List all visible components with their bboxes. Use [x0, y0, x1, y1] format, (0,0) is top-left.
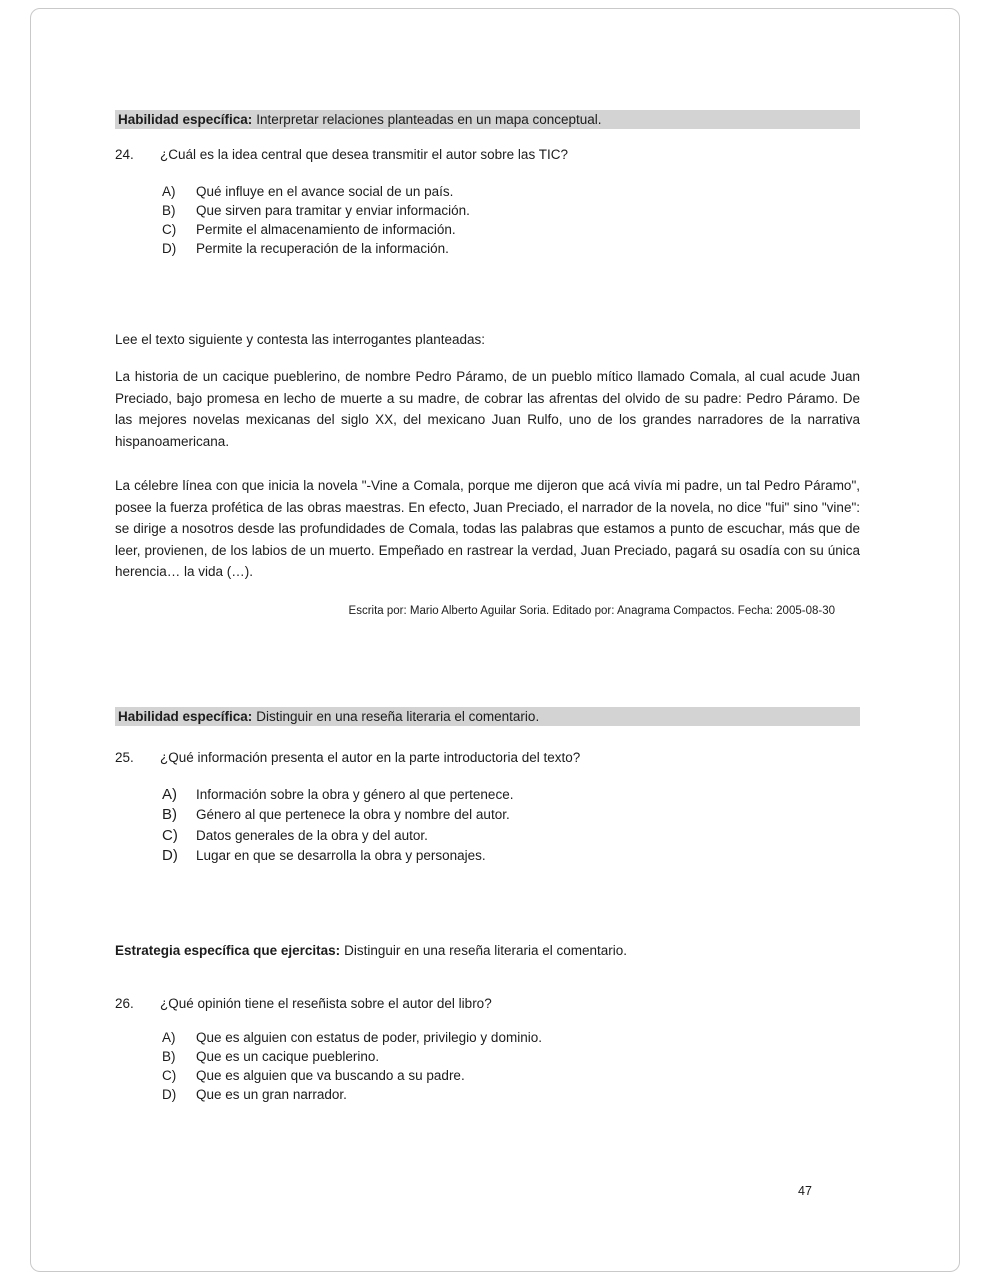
section-header-habilidad-1: [115, 110, 860, 129]
option-24-b: [162, 201, 860, 220]
option-24-b-text: Que sirven para tramitar y enviar información.: [196, 203, 470, 218]
option-26-c-text: Que es alguien que va buscando a su padre.: [196, 1067, 465, 1083]
option-24-d-letter: D): [162, 241, 177, 256]
option-25-a-text: Información sobre la obra y género al que pertenece.: [196, 786, 514, 802]
question-25-number: 25.: [115, 749, 134, 765]
question-25-stem: [115, 750, 860, 765]
question-25-options: [162, 785, 860, 867]
option-25-c-letter: C): [162, 826, 178, 844]
option-25-d-letter: D): [162, 847, 178, 864]
option-26-c-letter: C): [162, 1067, 177, 1083]
question-24: [115, 147, 860, 258]
option-24-d-text: Permite la recuperación de la información.: [196, 241, 449, 256]
option-24-c-letter: C): [162, 222, 177, 237]
option-24-a-text: Qué influye en el avance social de un país.: [196, 184, 454, 199]
option-25-d-text: Lugar en que se desarrolla la obra y personajes.: [196, 848, 486, 863]
option-24-b-letter: B): [162, 203, 176, 218]
option-24-c: [162, 220, 860, 239]
question-24-number: 24.: [115, 147, 134, 162]
option-26-a: [162, 1028, 860, 1047]
question-24-options: [162, 182, 860, 258]
option-26-b-letter: B): [162, 1048, 176, 1064]
option-26-a-text: Que es alguien con estatus de poder, privilegio y dominio.: [196, 1029, 542, 1045]
option-24-d: [162, 239, 860, 258]
option-24-a-letter: A): [162, 184, 176, 199]
habilidad-2-text: Distinguir en una reseña literaria el comentario.: [256, 708, 540, 724]
option-24-c-text: Permite el almacenamiento de información.: [196, 222, 456, 237]
reading-paragraph-1: La historia de un cacique pueblerino, de nombre Pedro Páramo, de un pueblo mítico llamado Comala, al cual acude Juan Preciado, bajo promesa en lecho de muerte a su madre, de cobrar las afrentas del olvido de su padre: Pedro Páramo. De las mejores novelas mexicanas del siglo XX, del mexicano Juan Rulfo, uno de los grandes narradores de la narrativa hispanoamericana.: [115, 369, 860, 449]
option-26-d-text: Que es un gran narrador.: [196, 1086, 347, 1102]
reading-intro: Lee el texto siguiente y contesta las interrogantes planteadas:: [115, 332, 485, 347]
option-25-a: [162, 785, 860, 806]
option-25-b-text: Género al que pertenece la obra y nombre del autor.: [196, 807, 510, 822]
page-number: 47: [798, 1184, 812, 1198]
reading-attribution: Escrita por: Mario Alberto Aguilar Soria. Editado por: Anagrama Compactos. Fecha: 2005-08-30: [348, 604, 835, 617]
option-25-c-text: Datos generales de la obra y del autor.: [196, 827, 428, 843]
option-26-b-text: Que es un cacique pueblerino.: [196, 1048, 380, 1064]
question-26-text: ¿Qué opinión tiene el reseñista sobre el autor del libro?: [160, 995, 492, 1011]
question-26-number: 26.: [115, 995, 134, 1011]
option-25-d: [162, 846, 860, 867]
option-24-a: [162, 182, 860, 201]
question-25-text: ¿Qué información presenta el autor en la parte introductoria del texto?: [160, 749, 581, 765]
question-24-text: ¿Cuál es la idea central que desea transmitir el autor sobre las TIC?: [160, 147, 568, 162]
option-26-d: [162, 1085, 860, 1104]
section-header-habilidad-2: [115, 707, 860, 726]
habilidad-1-text: Interpretar relaciones planteadas en un mapa conceptual.: [256, 112, 602, 127]
option-26-d-letter: D): [162, 1086, 177, 1102]
habilidad-1-label: Habilidad específica:: [118, 112, 253, 127]
question-24-stem: [115, 147, 860, 162]
question-25: [115, 750, 860, 867]
option-26-a-letter: A): [162, 1029, 176, 1045]
option-26-c: [162, 1066, 860, 1085]
option-25-b: [162, 805, 860, 826]
estrategia-label: Estrategia específica que ejercitas:: [115, 942, 341, 958]
reading-paragraph-2: La célebre línea con que inicia la novela "-Vine a Comala, porque me dijeron que acá vivía mi padre, un tal Pedro Páramo", posee la fuerza profética de las obras maestras. En efecto, Juan Preciado, el narrador de la novela, no dice "fui" sino "vine": se dirige a nosotros desde las profundidades de Comala, todas las palabras que estamos a punto de escuchar, más que de leer, provienen, de los labios de un muerto. Empeñado en rastrear la verdad, Juan Preciado, pagará su osadía con su única herencia… la vida (…).: [115, 478, 860, 579]
estrategia-text: Distinguir en una reseña literaria el comentario.: [344, 942, 628, 958]
habilidad-2-label: Habilidad específica:: [118, 708, 253, 724]
option-25-c: [162, 826, 860, 847]
question-26-options: [162, 1028, 860, 1104]
option-26-b: [162, 1047, 860, 1066]
estrategia-line: [115, 943, 860, 958]
question-26-stem: [115, 996, 860, 1011]
question-26: [115, 996, 860, 1104]
option-25-a-letter: A): [162, 785, 177, 803]
option-25-b-letter: B): [162, 806, 177, 823]
